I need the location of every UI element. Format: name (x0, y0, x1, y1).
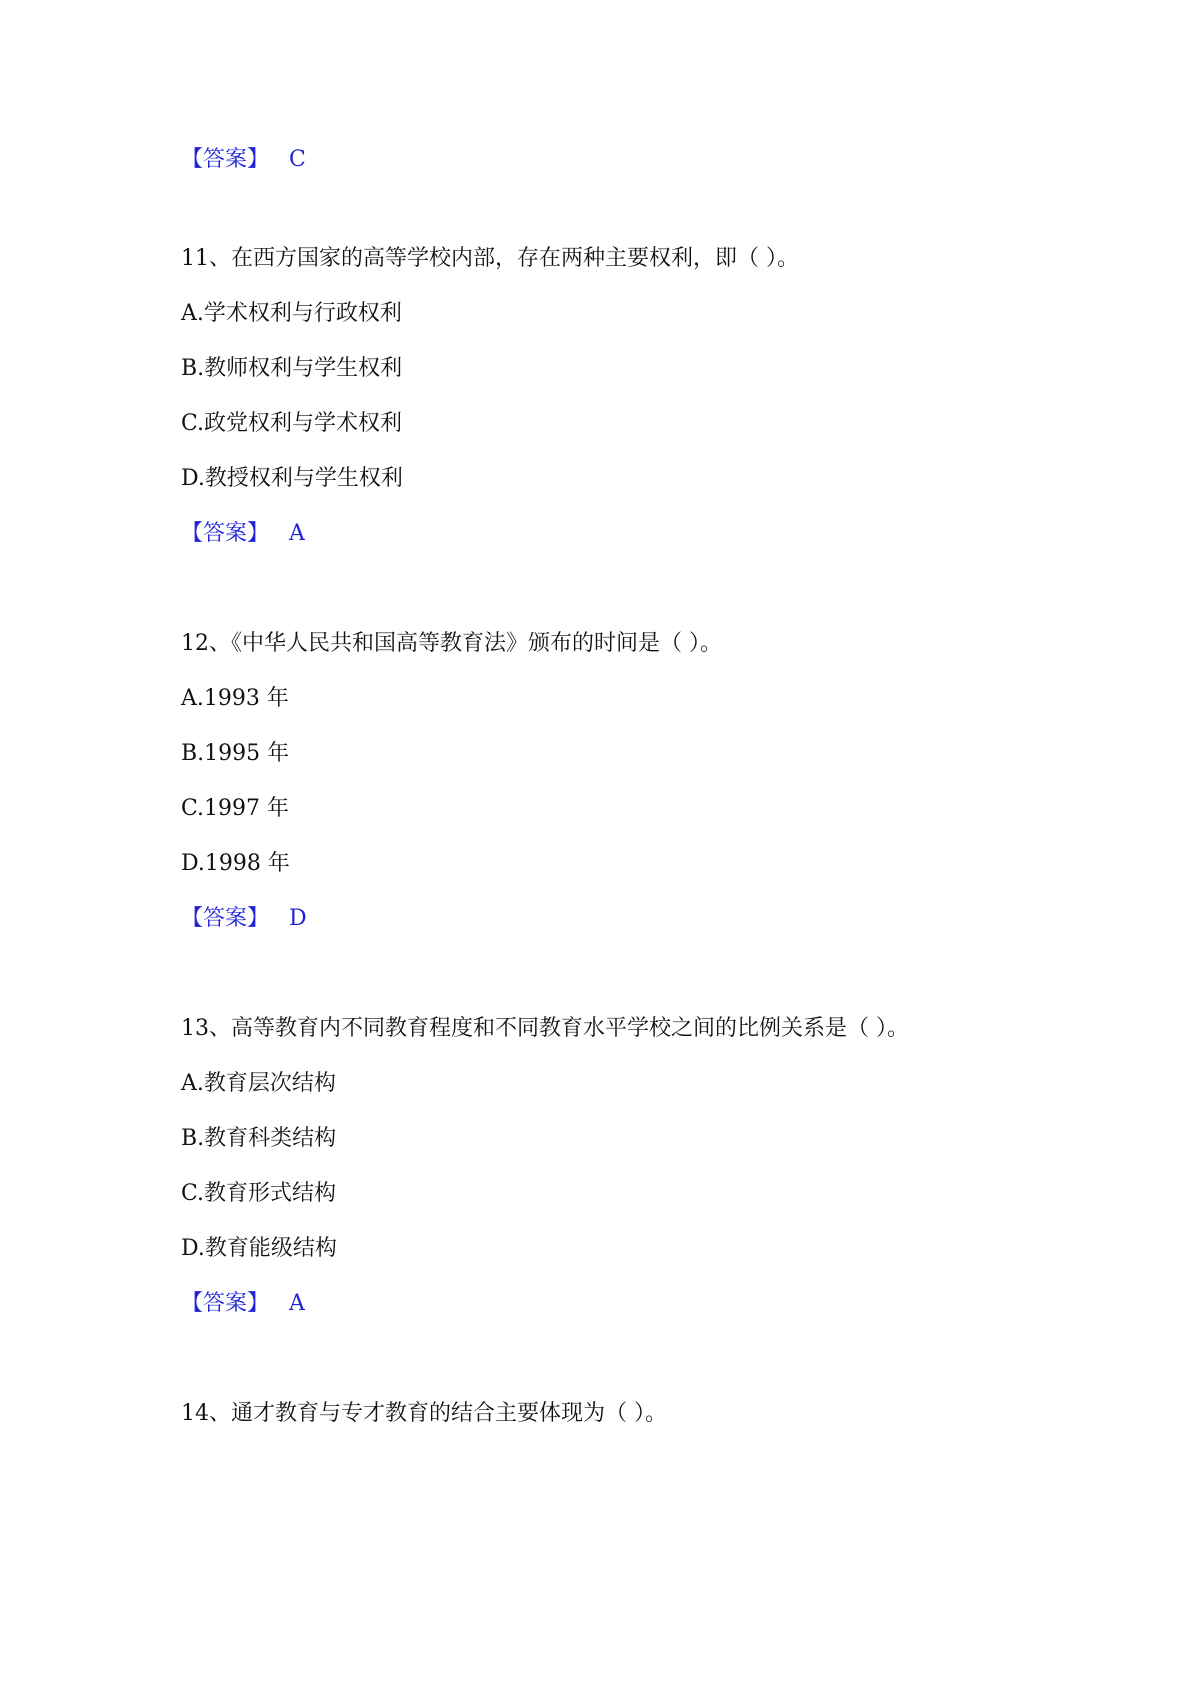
option-d: D.教育能级结构 (181, 1236, 337, 1261)
answer-label: 【答案】 (181, 906, 270, 931)
answer-label: 【答案】 (181, 147, 270, 172)
answer-value: C (289, 147, 306, 172)
option-c: C.教育形式结构 (181, 1181, 337, 1206)
option-d: D.1998 年 (181, 851, 290, 876)
option-a: A.1993 年 (181, 686, 289, 711)
option-c: C.政党权利与学术权利 (181, 411, 403, 436)
answer-line (181, 1289, 305, 1319)
answer-value: A (289, 521, 305, 546)
question-13: 13、高等教育内不同教育程度和不同教育水平学校之间的比例关系是（ ）。 (181, 1016, 909, 1041)
option-b: B.教师权利与学生权利 (181, 356, 403, 381)
answer-value: D (289, 906, 307, 931)
option-d: D.教授权利与学生权利 (181, 466, 403, 491)
question-11: 11、在西方国家的高等学校内部，存在两种主要权利，即（ ）。 (181, 246, 799, 271)
question-12: 12、《中华人民共和国高等教育法》颁布的时间是（ ）。 (181, 631, 722, 656)
option-b: B.教育科类结构 (181, 1126, 337, 1151)
option-a: A.学术权利与行政权利 (181, 301, 402, 326)
answer-line (181, 904, 307, 934)
option-c: C.1997 年 (181, 796, 290, 821)
answer-label: 【答案】 (181, 521, 270, 546)
option-b: B.1995 年 (181, 741, 290, 766)
answer-label: 【答案】 (181, 1291, 270, 1316)
question-14: 14、通才教育与专才教育的结合主要体现为（ ）。 (181, 1401, 667, 1426)
answer-value: A (289, 1291, 305, 1316)
answer-line (181, 145, 306, 175)
answer-line (181, 519, 305, 549)
option-a: A.教育层次结构 (181, 1071, 336, 1096)
